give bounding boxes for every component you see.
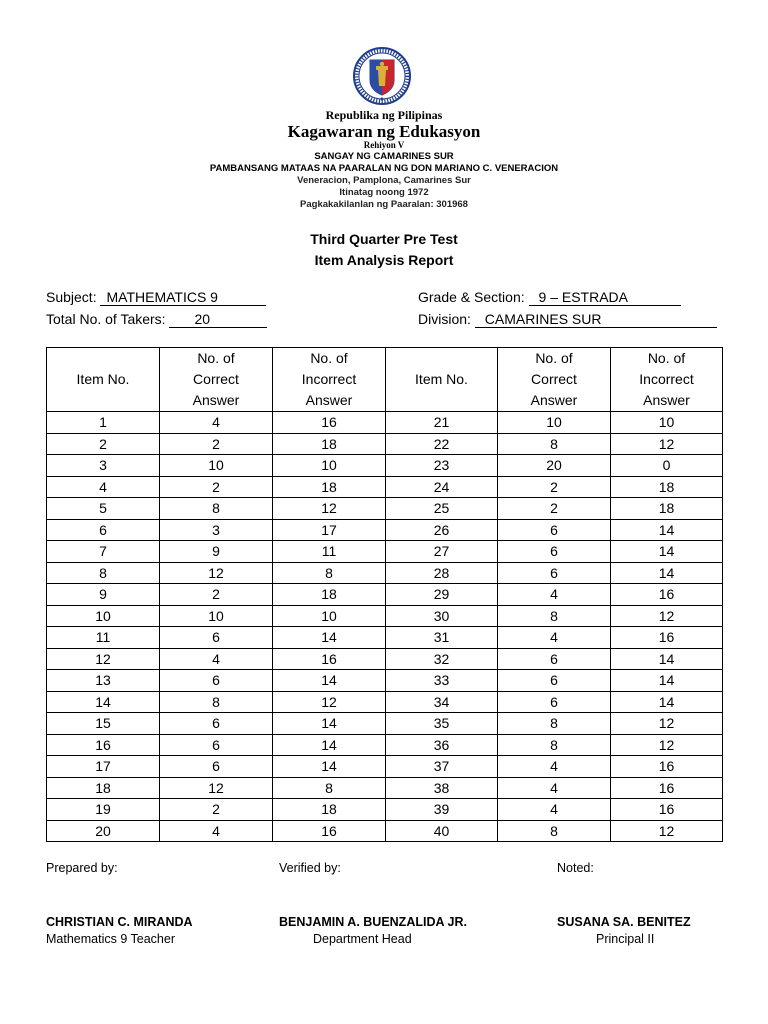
incorrect-count-cell: 12 — [611, 734, 723, 756]
incorrect-count-cell: 18 — [273, 799, 386, 821]
table-row — [47, 605, 723, 627]
incorrect-count-cell: 14 — [273, 756, 386, 778]
deped-seal — [343, 46, 421, 106]
incorrect-count-cell: 14 — [611, 562, 723, 584]
incorrect-count-cell: 14 — [611, 691, 723, 713]
item-no-cell: 15 — [47, 713, 160, 735]
item-no-cell: 39 — [386, 799, 498, 821]
item-no-cell: 25 — [386, 498, 498, 520]
table-body — [47, 412, 723, 842]
incorrect-count-cell: 12 — [611, 605, 723, 627]
incorrect-count-cell: 18 — [273, 476, 386, 498]
item-no-cell: 13 — [47, 670, 160, 692]
incorrect-count-cell: 18 — [611, 476, 723, 498]
correct-count-cell: 9 — [160, 541, 273, 563]
correct-count-cell: 8 — [498, 713, 611, 735]
incorrect-count-cell: 8 — [273, 562, 386, 584]
correct-count-cell: 10 — [160, 455, 273, 477]
established-line: Itinatag noong 1972 — [339, 187, 429, 198]
incorrect-count-cell: 14 — [273, 734, 386, 756]
table-row — [47, 562, 723, 584]
incorrect-count-cell: 18 — [273, 584, 386, 606]
correct-count-cell: 8 — [498, 820, 611, 842]
item-no-cell: 33 — [386, 670, 498, 692]
table-row — [47, 713, 723, 735]
item-no-cell: 7 — [47, 541, 160, 563]
correct-count-cell: 6 — [498, 519, 611, 541]
correct-count-cell: 4 — [160, 648, 273, 670]
correct-count-cell: 12 — [160, 777, 273, 799]
verified-by-label: Verified by: — [279, 861, 341, 875]
incorrect-count-cell: 10 — [611, 412, 723, 434]
grade-section-value: 9 – ESTRADA — [529, 290, 681, 306]
school-name: PAMBANSANG MATAAS NA PAARALAN NG DON MARIANO C. VENERACION — [209, 163, 559, 174]
item-no-cell: 24 — [386, 476, 498, 498]
item-no-cell: 31 — [386, 627, 498, 649]
correct-count-cell: 8 — [160, 498, 273, 520]
grade-section-label: Grade & Section: — [418, 289, 525, 305]
subject-field — [46, 289, 266, 306]
item-no-cell: 28 — [386, 562, 498, 584]
table-row — [47, 412, 723, 434]
item-no-cell: 22 — [386, 433, 498, 455]
department-name: Kagawaran ng Edukasyon — [287, 122, 481, 141]
item-no-cell: 12 — [47, 648, 160, 670]
item-no-cell: 30 — [386, 605, 498, 627]
division-label: Division: — [418, 311, 471, 327]
incorrect-count-cell: 18 — [273, 433, 386, 455]
table-row — [47, 498, 723, 520]
prepared-by-name: CHRISTIAN C. MIRANDA — [46, 915, 193, 929]
takers-field — [46, 311, 267, 328]
correct-count-cell: 2 — [498, 476, 611, 498]
item-no-cell: 37 — [386, 756, 498, 778]
item-no-cell: 5 — [47, 498, 160, 520]
table-row — [47, 820, 723, 842]
incorrect-count-cell: 16 — [611, 756, 723, 778]
item-no-cell: 34 — [386, 691, 498, 713]
incorrect-count-cell: 16 — [611, 584, 723, 606]
incorrect-count-cell: 12 — [611, 820, 723, 842]
deped-seal-logo — [343, 46, 421, 106]
incorrect-count-cell: 8 — [273, 777, 386, 799]
verified-by-name: BENJAMIN A. BUENZALIDA JR. — [279, 915, 467, 929]
subject-value: MATHEMATICS 9 — [100, 290, 266, 306]
correct-count-cell: 6 — [498, 648, 611, 670]
correct-count-cell: 2 — [160, 433, 273, 455]
table-row — [47, 584, 723, 606]
item-no-cell: 3 — [47, 455, 160, 477]
item-no-cell: 40 — [386, 820, 498, 842]
item-no-cell: 18 — [47, 777, 160, 799]
item-no-cell: 10 — [47, 605, 160, 627]
header-item-no-2: Item No. — [386, 348, 498, 412]
incorrect-count-cell: 17 — [273, 519, 386, 541]
item-no-cell: 14 — [47, 691, 160, 713]
prepared-by-label: Prepared by: — [46, 861, 118, 875]
subject-label: Subject: — [46, 289, 97, 305]
noted-label: Noted: — [557, 861, 594, 875]
takers-label: Total No. of Takers: — [46, 311, 166, 327]
incorrect-count-cell: 14 — [611, 541, 723, 563]
table-row — [47, 627, 723, 649]
correct-count-cell: 2 — [160, 799, 273, 821]
item-no-cell: 26 — [386, 519, 498, 541]
noted-position: Principal II — [596, 932, 655, 946]
table-row — [47, 670, 723, 692]
incorrect-count-cell: 0 — [611, 455, 723, 477]
takers-value: 20 — [169, 312, 267, 328]
item-no-cell: 35 — [386, 713, 498, 735]
republic-line: Republika ng Pilipinas — [325, 108, 443, 122]
division-value: CAMARINES SUR — [475, 312, 717, 328]
prepared-by-position: Mathematics 9 Teacher — [46, 932, 175, 946]
correct-count-cell: 6 — [498, 541, 611, 563]
item-no-cell: 20 — [47, 820, 160, 842]
table-row — [47, 691, 723, 713]
incorrect-count-cell: 16 — [273, 648, 386, 670]
incorrect-count-cell: 11 — [273, 541, 386, 563]
correct-count-cell: 4 — [498, 756, 611, 778]
header-item-no: Item No. — [47, 348, 160, 412]
header-correct: No. of Correct Answer — [160, 348, 273, 412]
correct-count-cell: 6 — [160, 627, 273, 649]
noted-name: SUSANA SA. BENITEZ — [557, 915, 691, 929]
incorrect-count-cell: 16 — [611, 777, 723, 799]
correct-count-cell: 6 — [160, 756, 273, 778]
correct-count-cell: 6 — [160, 670, 273, 692]
item-no-cell: 16 — [47, 734, 160, 756]
correct-count-cell: 4 — [498, 799, 611, 821]
table-row — [47, 777, 723, 799]
table-row — [47, 519, 723, 541]
item-no-cell: 11 — [47, 627, 160, 649]
item-no-cell: 6 — [47, 519, 160, 541]
correct-count-cell: 20 — [498, 455, 611, 477]
incorrect-count-cell: 10 — [273, 455, 386, 477]
incorrect-count-cell: 12 — [273, 498, 386, 520]
correct-count-cell: 6 — [160, 713, 273, 735]
table-row — [47, 455, 723, 477]
incorrect-count-cell: 14 — [611, 670, 723, 692]
incorrect-count-cell: 12 — [611, 433, 723, 455]
incorrect-count-cell: 12 — [273, 691, 386, 713]
item-no-cell: 19 — [47, 799, 160, 821]
item-analysis-table — [46, 347, 723, 842]
correct-count-cell: 4 — [160, 412, 273, 434]
report-title: Third Quarter Pre Test — [310, 231, 458, 247]
item-no-cell: 2 — [47, 433, 160, 455]
incorrect-count-cell: 14 — [273, 713, 386, 735]
table-row — [47, 648, 723, 670]
correct-count-cell: 4 — [498, 777, 611, 799]
correct-count-cell: 6 — [498, 670, 611, 692]
item-no-cell: 29 — [386, 584, 498, 606]
item-no-cell: 21 — [386, 412, 498, 434]
table-row — [47, 734, 723, 756]
correct-count-cell: 2 — [160, 476, 273, 498]
incorrect-count-cell: 14 — [273, 627, 386, 649]
item-no-cell: 1 — [47, 412, 160, 434]
item-no-cell: 23 — [386, 455, 498, 477]
table-row — [47, 756, 723, 778]
correct-count-cell: 8 — [498, 734, 611, 756]
table-row — [47, 541, 723, 563]
incorrect-count-cell: 12 — [611, 713, 723, 735]
correct-count-cell: 2 — [498, 498, 611, 520]
header-incorrect-2: No. of Incorrect Answer — [611, 348, 723, 412]
correct-count-cell: 2 — [160, 584, 273, 606]
correct-count-cell: 4 — [160, 820, 273, 842]
correct-count-cell: 10 — [498, 412, 611, 434]
incorrect-count-cell: 16 — [273, 412, 386, 434]
table-row — [47, 799, 723, 821]
division-field — [418, 311, 717, 328]
correct-count-cell: 10 — [160, 605, 273, 627]
correct-count-cell: 8 — [498, 605, 611, 627]
table-row — [47, 433, 723, 455]
item-no-cell: 27 — [386, 541, 498, 563]
item-no-cell: 36 — [386, 734, 498, 756]
school-address: Veneracion, Pamplona, Camarines Sur — [297, 175, 471, 186]
division-line: SANGAY NG CAMARINES SUR — [314, 151, 454, 162]
item-no-cell: 8 — [47, 562, 160, 584]
table-header-row — [47, 348, 723, 412]
incorrect-count-cell: 16 — [611, 799, 723, 821]
incorrect-count-cell: 14 — [611, 519, 723, 541]
item-no-cell: 32 — [386, 648, 498, 670]
correct-count-cell: 3 — [160, 519, 273, 541]
incorrect-count-cell: 10 — [273, 605, 386, 627]
region-line: Rehiyon V — [363, 140, 405, 150]
item-no-cell: 17 — [47, 756, 160, 778]
report-subtitle: Item Analysis Report — [314, 252, 454, 268]
correct-count-cell: 4 — [498, 627, 611, 649]
correct-count-cell: 12 — [160, 562, 273, 584]
correct-count-cell: 6 — [498, 562, 611, 584]
header-correct-2: No. of Correct Answer — [498, 348, 611, 412]
correct-count-cell: 6 — [498, 691, 611, 713]
item-no-cell: 4 — [47, 476, 160, 498]
incorrect-count-cell: 14 — [273, 670, 386, 692]
verified-by-position: Department Head — [313, 932, 412, 946]
incorrect-count-cell: 18 — [611, 498, 723, 520]
table-row — [47, 476, 723, 498]
header-incorrect: No. of Incorrect Answer — [273, 348, 386, 412]
correct-count-cell: 6 — [160, 734, 273, 756]
school-id-line: Pagkakakilanlan ng Paaralan: 301968 — [300, 199, 468, 210]
item-no-cell: 9 — [47, 584, 160, 606]
item-no-cell: 38 — [386, 777, 498, 799]
grade-section-field — [418, 289, 681, 306]
correct-count-cell: 8 — [498, 433, 611, 455]
incorrect-count-cell: 16 — [611, 627, 723, 649]
incorrect-count-cell: 14 — [611, 648, 723, 670]
correct-count-cell: 8 — [160, 691, 273, 713]
correct-count-cell: 4 — [498, 584, 611, 606]
incorrect-count-cell: 16 — [273, 820, 386, 842]
